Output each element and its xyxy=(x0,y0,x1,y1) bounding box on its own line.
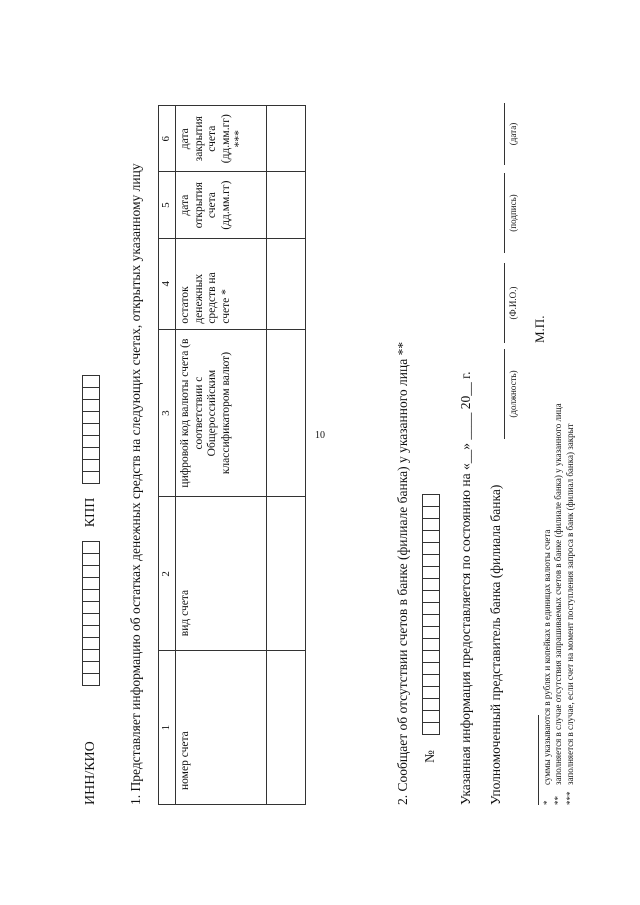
footnote-text: суммы указываются в рублях и копейках в единицах валюты счета xyxy=(542,529,552,785)
position-line[interactable] xyxy=(504,349,505,439)
info-date-mid: » xyxy=(458,442,473,450)
day-blank[interactable]: __ xyxy=(458,449,473,463)
kpp-boxes[interactable] xyxy=(82,375,100,484)
footnote-mark: *** xyxy=(564,791,575,805)
header-balance: остаток денежных средств на счете * xyxy=(176,238,267,329)
date-line[interactable] xyxy=(504,103,505,165)
notice-number-row xyxy=(422,493,440,762)
year-prefix: 20 xyxy=(458,395,473,409)
accounts-table xyxy=(158,105,306,805)
table-row[interactable] xyxy=(267,105,306,804)
cell-account-type[interactable] xyxy=(267,496,306,650)
column-number: 1 xyxy=(159,650,176,804)
caption-position: (должность) xyxy=(508,369,518,418)
footnote-mark: * xyxy=(542,800,552,805)
inn-boxes[interactable] xyxy=(82,540,100,685)
footnote-text: заполняется в случае отсутствия запрашиваемых счетов в банке (филиале банка) у указанного лица xyxy=(553,402,564,785)
number-sign: № xyxy=(422,749,438,763)
column-number: 6 xyxy=(159,105,176,171)
column-number: 3 xyxy=(159,329,176,497)
caption-date: (дата) xyxy=(508,122,518,145)
month-blank[interactable]: ____ xyxy=(458,412,473,440)
notice-number-boxes[interactable] xyxy=(422,493,440,734)
cell-balance[interactable] xyxy=(267,238,306,329)
footnotes xyxy=(542,403,576,805)
stamp-place: М.П. xyxy=(532,315,547,343)
footnote-text: заполняется в случае, если счет на момент поступления запроса в банк (филиал банка) закрыт xyxy=(564,422,575,785)
table-header-row xyxy=(176,105,267,804)
inn-label: ИНН/КИО xyxy=(83,740,99,805)
header-currency-code: цифровой код валюты счета (в соответствии с Общероссийским классификатором валют) xyxy=(176,329,267,497)
footnote-item xyxy=(542,403,553,805)
inn-kpp-row xyxy=(82,375,100,805)
info-date-line xyxy=(458,371,474,804)
column-number: 4 xyxy=(159,238,176,329)
year-blank[interactable]: __ xyxy=(458,381,473,396)
info-date-prefix: Указанная информация предоставляется по состоянию на « xyxy=(458,462,473,805)
form-sheet xyxy=(40,43,600,863)
section1-title: 1. Представляет информацию об остатках денежных средств на следующих счетах, открытых указанному лицу xyxy=(128,162,143,805)
section2-title: 2. Сообщает об отсутствии счетов в банке (филиале банка) у указанного лица ** xyxy=(395,341,410,805)
header-close-date: дата закрытия счета (дд.мм.гг) *** xyxy=(176,105,267,171)
caption-signature: (подпись) xyxy=(508,193,518,232)
cell-open-date[interactable] xyxy=(267,171,306,237)
column-number: 2 xyxy=(159,496,176,650)
cell-close-date[interactable] xyxy=(267,105,306,171)
header-account-number: номер счета xyxy=(176,650,267,804)
signature-line[interactable] xyxy=(504,173,505,253)
cell-account-number[interactable] xyxy=(267,650,306,804)
footnote-divider xyxy=(538,715,539,805)
footnote-item xyxy=(553,403,564,805)
representative-label: Уполномоченный представитель банка (филиала банка) xyxy=(488,484,503,805)
kpp-label: КПП xyxy=(83,497,99,527)
table-column-numbers xyxy=(159,105,176,804)
page-number: 10 xyxy=(315,430,325,441)
header-open-date: дата открытия счета (дд.мм.гг) xyxy=(176,171,267,237)
column-number: 5 xyxy=(159,171,176,237)
footnote-mark: ** xyxy=(553,795,564,805)
fio-line[interactable] xyxy=(504,263,505,343)
year-suffix: г. xyxy=(458,371,473,379)
footnote-item xyxy=(565,403,576,805)
cell-currency-code[interactable] xyxy=(267,329,306,497)
caption-fio: (Ф.И.О.) xyxy=(508,286,518,319)
header-account-type: вид счета xyxy=(176,496,267,650)
